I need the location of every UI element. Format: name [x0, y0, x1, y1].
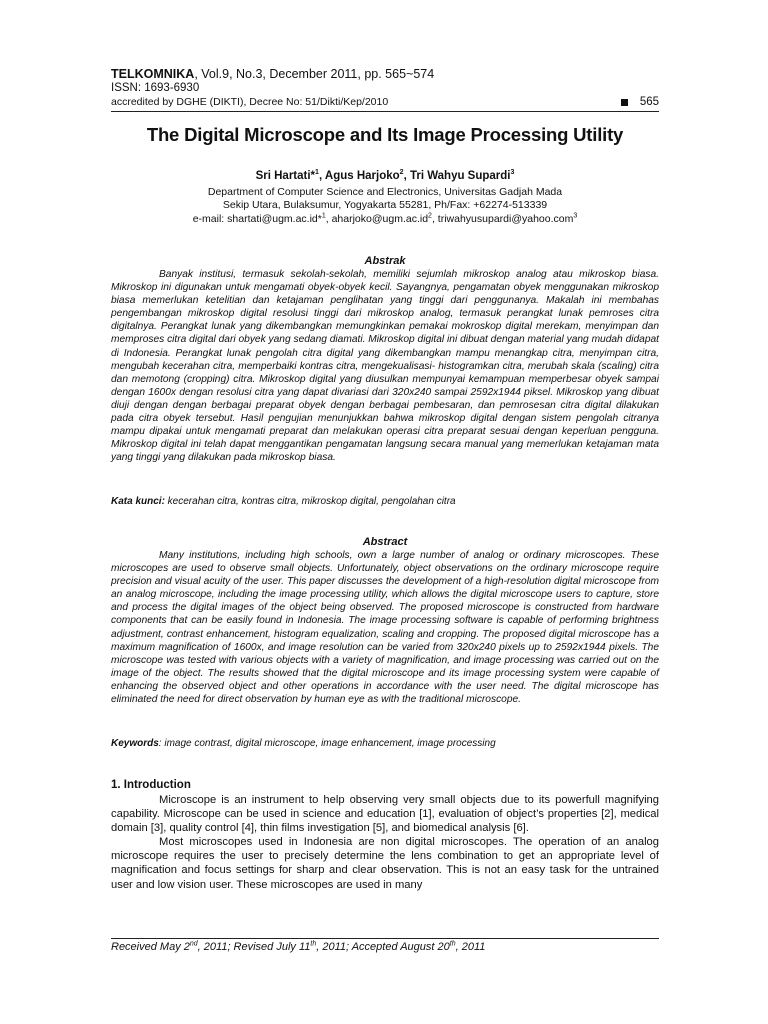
journal-header — [111, 67, 659, 109]
author-3: , Tri Wahyu Supardi — [403, 170, 511, 182]
introduction-body — [111, 793, 659, 892]
accreditation-row — [111, 95, 659, 109]
email-3[interactable]: , triwahyusupardi@yahoo.com — [431, 212, 574, 225]
abstract-text: Many institutions, including high schools, own a large number of analog or ordinary microscopes. These microscopes are used to observe small objects. Unfortunately, object observations on the ordinary microscope require precision and visual acuity of the user. This paper discusses the development of a high-resolution digital microscope from an analog microscope, including the image processing utility, which allows the digital microscope users to capture, store and process the digital images of the object being observed. The proposed microscope is constructed from hardware components that can be easily found in Indonesia. The image processing software is capable of performing brightness adjustment, contrast enhancement, histogram equalization, scaling and cropping. The proposed digital microscope has a maximum magnification of 1600x, and image resolution can be varied from 320x240 pixels up to 2592x1944 pixels. The microscope was tested with various objects with a variety of magnification, and image processing was carried out on the image of the object. The results showed that the digital microscope and its image processing system were capable of enhancing the observed object and other operations in accordance with the user need. The digital microscope has eliminated the need for direct observation by human eye as with the traditional microscope. — [111, 550, 659, 706]
page-number: 565 — [639, 96, 659, 108]
received-dates — [111, 941, 659, 953]
page-number-group — [621, 95, 659, 109]
revised-date: , 2011; Revised July 11 — [197, 941, 311, 953]
email-2[interactable]: , aharjoko@ugm.ac.id — [325, 212, 429, 225]
author-2-sup: 2 — [399, 169, 404, 177]
email-1[interactable]: e-mail: shartati@ugm.ac.id* — [192, 212, 322, 225]
kata-kunci — [111, 496, 659, 507]
introduction-heading: 1. Introduction — [111, 779, 191, 791]
keywords-label: Keywords — [111, 738, 159, 749]
header-rule — [111, 111, 659, 112]
footer-year: , 2011 — [455, 941, 486, 953]
author-list — [111, 170, 659, 182]
revised-sup: th — [310, 940, 317, 948]
keywords — [111, 738, 659, 749]
square-bullet-icon — [621, 99, 628, 106]
email-line — [111, 213, 659, 226]
affiliation-line-2: Sekip Utara, Bulaksumur, Yogyakarta 55281, Ph/Fax: +62274-513339 — [222, 199, 548, 212]
abstrak-text: Banyak institusi, termasuk sekolah-sekolah, memiliki sejumlah mikroskop analog atau mikroskop biasa. Mikroskop ini digunakan untuk mengamati obyek-obyek kecil. Sayangnya, pengamatan obyek menggunakan mikroskop biasa memerlukan ketelitian dan ketajaman penglihatan yang tinggi dari penggunanya. Makalah ini membahas pengembangan mikroskop digital resolusi tinggi dari mikroskop analog, termasuk perangkat lunak pemroses citra digitalnya. Perangkat lunak yang dikembangkan memungkinkan pemakai mokroskop digital merekam, menyimpan dan memproses citra digital dari obyek yang sedang diamati. Mikroskop digital ini dibuat dengan material yang mudah didapat di Indonesia. Perangkat lunak pengolah citra digital yang dikembangkan mampu menangkap citra, menyimpan citra, mengubah kecerahan citra, memperbaiki kontras citra, mengekualisasi- histogramkan citra, merubah skala (scaling) citra dan memotong (cropping) citra. Mikroskop digital yang diusulkan mempunyai kemampuan memperbesar obyek sampai dengan 1600x dengan resolusi citra yang dapat divariasi dari 320x240 sampai 2592x1944 piksel. Mikroskop yang dibuat diuji dengan dengan berbagai preparat obyek dengan berbagai pembesaran, dan pemrosesan citra digital dilakukan pada citra obyek tersebut. Hasil pengujian menunjukkan bahwa mikroskop digital dengan sistem pengolah citranya mampu dipakai untuk mengamati preparat dan melakukan operasi citra preparat sesuai dengan keperluan pengguna. Mikroskop digital ini telah dapat menggantikan pengamatan langsung secara manual yang memerlukan ketajaman mata yang tinggi yang dilakukan pada mikroskop biasa. — [111, 269, 659, 464]
journal-details: , Vol.9, No.3, December 2011, pp. 565~574 — [194, 67, 435, 81]
received-date: Received May 2 — [111, 941, 190, 953]
abstract-body — [111, 549, 659, 706]
abstrak-body — [111, 268, 659, 464]
email-1-sup: 1 — [321, 212, 326, 220]
received-sup: nd — [189, 940, 198, 948]
introduction-paragraph-1: Microscope is an instrument to help observing very small objects due to its powerfull magnifying capability. Microscope can be used in science and education [1], evaluation of object’s properties [2], medical domain [3], quality control [4], thin films investigation [5], and biomedical analysis [6]. — [111, 794, 659, 835]
affiliation-line-1: Department of Computer Science and Electronics, Universitas Gadjah Mada — [207, 186, 563, 198]
kata-kunci-label: Kata kunci: — [111, 496, 165, 507]
affiliation — [111, 186, 659, 226]
email-3-sup: 3 — [573, 212, 578, 220]
footer-rule — [111, 938, 659, 939]
keywords-text: : image contrast, digital microscope, image enhancement, image processing — [158, 738, 496, 749]
accreditation: accredited by DGHE (DIKTI), Decree No: 51/Dikti/Kep/2010 — [111, 96, 389, 108]
author-2: , Agus Harjoko — [318, 170, 400, 182]
issn: ISSN: 1693-6930 — [111, 82, 200, 94]
introduction-paragraph-2: Most microscopes used in Indonesia are non digital microscopes. The operation of an analog microscope requires the user to precisely determine the lens combination to get an appropriate level of magnification and focus settings for sharp and clear observation. This is not an easy task for the untrained user and low vision user. These microscopes are used in many — [111, 836, 659, 891]
abstract-heading: Abstract — [362, 536, 408, 548]
journal-citation — [111, 67, 659, 81]
author-1-sup: 1 — [315, 169, 319, 177]
abstrak-heading: Abstrak — [364, 255, 406, 267]
journal-name: TELKOMNIKA — [111, 67, 195, 81]
author-1: Sri Hartati* — [255, 170, 316, 182]
author-3-sup: 3 — [510, 169, 515, 177]
accepted-date: , 2011; Accepted August 20 — [316, 941, 450, 953]
email-2-sup: 2 — [428, 212, 432, 220]
kata-kunci-text: kecerahan citra, kontras citra, mikroskop digital, pengolahan citra — [164, 496, 456, 507]
accepted-sup: th — [449, 940, 456, 948]
paper-title: The Digital Microscope and Its Image Processing Utility — [146, 124, 624, 145]
